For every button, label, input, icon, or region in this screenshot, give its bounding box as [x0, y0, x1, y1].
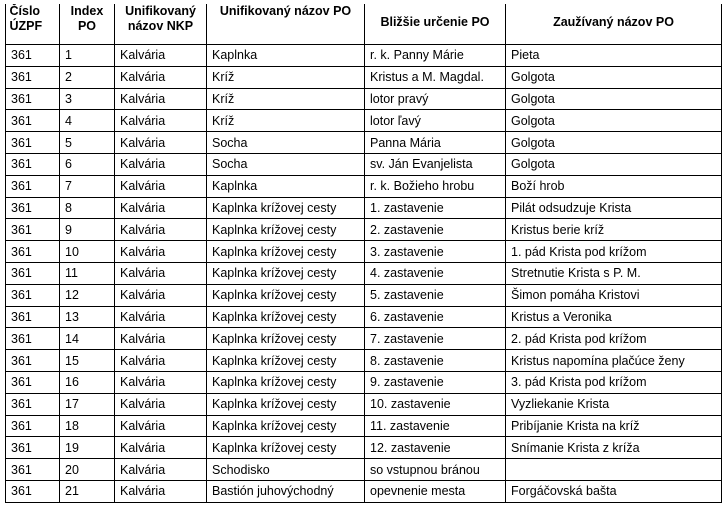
cell-nkp: Kalvária [115, 45, 207, 67]
cell-uzpf: 361 [6, 110, 60, 132]
cell-index: 10 [60, 241, 115, 263]
cell-index: 18 [60, 415, 115, 437]
table-row [6, 306, 722, 328]
cell-common-name: Golgota [506, 153, 722, 175]
cell-detail: 10. zastavenie [365, 393, 506, 415]
cell-uzpf: 361 [6, 415, 60, 437]
cell-common-name: Boží hrob [506, 175, 722, 197]
cell-detail: 5. zastavenie [365, 284, 506, 306]
cell-nkp: Kalvária [115, 350, 207, 372]
cell-common-name: Pilát odsudzuje Krista [506, 197, 722, 219]
cell-common-name: Golgota [506, 132, 722, 154]
cell-common-name: Golgota [506, 88, 722, 110]
cell-index: 1 [60, 45, 115, 67]
cell-po-name: Kaplnka krížovej cesty [207, 306, 365, 328]
cell-nkp: Kalvária [115, 241, 207, 263]
cell-po-name: Kaplnka krížovej cesty [207, 241, 365, 263]
cell-common-name: Kristus napomína plačúce ženy [506, 350, 722, 372]
cell-detail: r. k. Božieho hrobu [365, 175, 506, 197]
cell-index: 11 [60, 262, 115, 284]
cell-index: 20 [60, 459, 115, 481]
cell-nkp: Kalvária [115, 110, 207, 132]
table-row [6, 110, 722, 132]
cell-detail: r. k. Panny Márie [365, 45, 506, 67]
cell-po-name: Socha [207, 132, 365, 154]
cell-common-name: Snímanie Krista z kríža [506, 437, 722, 459]
cell-uzpf: 361 [6, 88, 60, 110]
cell-detail: 8. zastavenie [365, 350, 506, 372]
cell-nkp: Kalvária [115, 262, 207, 284]
cell-nkp: Kalvária [115, 480, 207, 502]
cell-po-name: Kaplnka krížovej cesty [207, 437, 365, 459]
cell-common-name: Kristus berie kríž [506, 219, 722, 241]
header-nkp: Unifikovaný názov NKP [115, 1, 207, 45]
cell-po-name: Kaplnka krížovej cesty [207, 284, 365, 306]
cell-uzpf: 361 [6, 175, 60, 197]
table-row [6, 284, 722, 306]
cell-nkp: Kalvária [115, 219, 207, 241]
cell-po-name: Schodisko [207, 459, 365, 481]
cell-uzpf: 361 [6, 306, 60, 328]
cell-common-name: Kristus a Veronika [506, 306, 722, 328]
cell-common-name: Pribíjanie Krista na kríž [506, 415, 722, 437]
cell-po-name: Kaplnka krížovej cesty [207, 350, 365, 372]
cell-common-name: 2. pád Krista pod krížom [506, 328, 722, 350]
cell-index: 2 [60, 66, 115, 88]
cell-nkp: Kalvária [115, 371, 207, 393]
cell-uzpf: 361 [6, 241, 60, 263]
cell-uzpf: 361 [6, 350, 60, 372]
cell-index: 19 [60, 437, 115, 459]
table-row [6, 241, 722, 263]
header-common-name: Zaužívaný názov PO [506, 1, 722, 45]
table-row [6, 459, 722, 481]
cell-index: 21 [60, 480, 115, 502]
cell-nkp: Kalvária [115, 175, 207, 197]
cell-po-name: Kaplnka krížovej cesty [207, 415, 365, 437]
cell-uzpf: 361 [6, 153, 60, 175]
cell-common-name: Forgáčovská bašta [506, 480, 722, 502]
cell-detail: 7. zastavenie [365, 328, 506, 350]
cell-detail: so vstupnou bránou [365, 459, 506, 481]
cell-po-name: Kríž [207, 110, 365, 132]
cell-detail: 1. zastavenie [365, 197, 506, 219]
table-row [6, 480, 722, 502]
table-row [6, 88, 722, 110]
cell-uzpf: 361 [6, 132, 60, 154]
cell-nkp: Kalvária [115, 459, 207, 481]
cell-uzpf: 361 [6, 393, 60, 415]
cell-nkp: Kalvária [115, 284, 207, 306]
table-row [6, 350, 722, 372]
table-row [6, 132, 722, 154]
table-row [6, 415, 722, 437]
cell-detail: sv. Ján Evanjelista [365, 153, 506, 175]
cell-uzpf: 361 [6, 480, 60, 502]
header-po-name: Unifikovaný názov PO [207, 1, 365, 45]
cell-common-name: 3. pád Krista pod krížom [506, 371, 722, 393]
cell-index: 12 [60, 284, 115, 306]
cell-po-name: Kaplnka [207, 175, 365, 197]
table-row [6, 175, 722, 197]
cell-po-name: Kaplnka krížovej cesty [207, 371, 365, 393]
cell-uzpf: 361 [6, 197, 60, 219]
cell-po-name: Kríž [207, 66, 365, 88]
table-row [6, 371, 722, 393]
cell-common-name [506, 459, 722, 481]
cell-detail: 6. zastavenie [365, 306, 506, 328]
cell-po-name: Socha [207, 153, 365, 175]
cell-detail: 12. zastavenie [365, 437, 506, 459]
cell-uzpf: 361 [6, 459, 60, 481]
cell-index: 7 [60, 175, 115, 197]
cell-index: 15 [60, 350, 115, 372]
cell-common-name: Šimon pomáha Kristovi [506, 284, 722, 306]
table-row [6, 153, 722, 175]
cell-detail: lotor pravý [365, 88, 506, 110]
cell-nkp: Kalvária [115, 415, 207, 437]
cell-nkp: Kalvária [115, 393, 207, 415]
cell-po-name: Bastión juhovýchodný [207, 480, 365, 502]
header-detail: Bližšie určenie PO [365, 1, 506, 45]
cell-index: 4 [60, 110, 115, 132]
cell-detail: 9. zastavenie [365, 371, 506, 393]
table-row [6, 437, 722, 459]
cell-index: 16 [60, 371, 115, 393]
cell-nkp: Kalvária [115, 197, 207, 219]
header-uzpf: Číslo ÚZPF [6, 1, 60, 45]
table-row [6, 66, 722, 88]
cell-detail: 3. zastavenie [365, 241, 506, 263]
cell-detail: 2. zastavenie [365, 219, 506, 241]
cell-uzpf: 361 [6, 328, 60, 350]
cell-nkp: Kalvária [115, 88, 207, 110]
cell-nkp: Kalvária [115, 66, 207, 88]
cell-nkp: Kalvária [115, 132, 207, 154]
table-container [5, 0, 722, 503]
cell-detail: Kristus a M. Magdal. [365, 66, 506, 88]
cell-index: 8 [60, 197, 115, 219]
cell-po-name: Kaplnka krížovej cesty [207, 328, 365, 350]
cell-nkp: Kalvária [115, 437, 207, 459]
cell-po-name: Kríž [207, 88, 365, 110]
cell-common-name: Stretnutie Krista s P. M. [506, 262, 722, 284]
cell-common-name: 1. pád Krista pod krížom [506, 241, 722, 263]
cell-uzpf: 361 [6, 66, 60, 88]
cell-uzpf: 361 [6, 262, 60, 284]
cell-uzpf: 361 [6, 371, 60, 393]
cell-index: 14 [60, 328, 115, 350]
monument-table [5, 0, 722, 503]
cell-nkp: Kalvária [115, 306, 207, 328]
cell-uzpf: 361 [6, 437, 60, 459]
cell-po-name: Kaplnka krížovej cesty [207, 262, 365, 284]
header-row [6, 1, 722, 45]
cell-po-name: Kaplnka [207, 45, 365, 67]
cell-uzpf: 361 [6, 284, 60, 306]
cell-index: 9 [60, 219, 115, 241]
cell-common-name: Vyzliekanie Krista [506, 393, 722, 415]
cell-detail: lotor ľavý [365, 110, 506, 132]
cell-index: 3 [60, 88, 115, 110]
table-row [6, 45, 722, 67]
table-row [6, 328, 722, 350]
table-row [6, 219, 722, 241]
cell-index: 17 [60, 393, 115, 415]
cell-index: 6 [60, 153, 115, 175]
cell-po-name: Kaplnka krížovej cesty [207, 393, 365, 415]
cell-detail: 11. zastavenie [365, 415, 506, 437]
cell-index: 13 [60, 306, 115, 328]
cell-detail: Panna Mária [365, 132, 506, 154]
cell-common-name: Pieta [506, 45, 722, 67]
table-row [6, 262, 722, 284]
table-row [6, 393, 722, 415]
cell-common-name: Golgota [506, 110, 722, 132]
cell-detail: opevnenie mesta [365, 480, 506, 502]
cell-index: 5 [60, 132, 115, 154]
table-row [6, 197, 722, 219]
cell-common-name: Golgota [506, 66, 722, 88]
cell-uzpf: 361 [6, 45, 60, 67]
cell-po-name: Kaplnka krížovej cesty [207, 197, 365, 219]
cell-po-name: Kaplnka krížovej cesty [207, 219, 365, 241]
cell-nkp: Kalvária [115, 153, 207, 175]
cell-uzpf: 361 [6, 219, 60, 241]
header-index: Index PO [60, 1, 115, 45]
cell-nkp: Kalvária [115, 328, 207, 350]
cell-detail: 4. zastavenie [365, 262, 506, 284]
